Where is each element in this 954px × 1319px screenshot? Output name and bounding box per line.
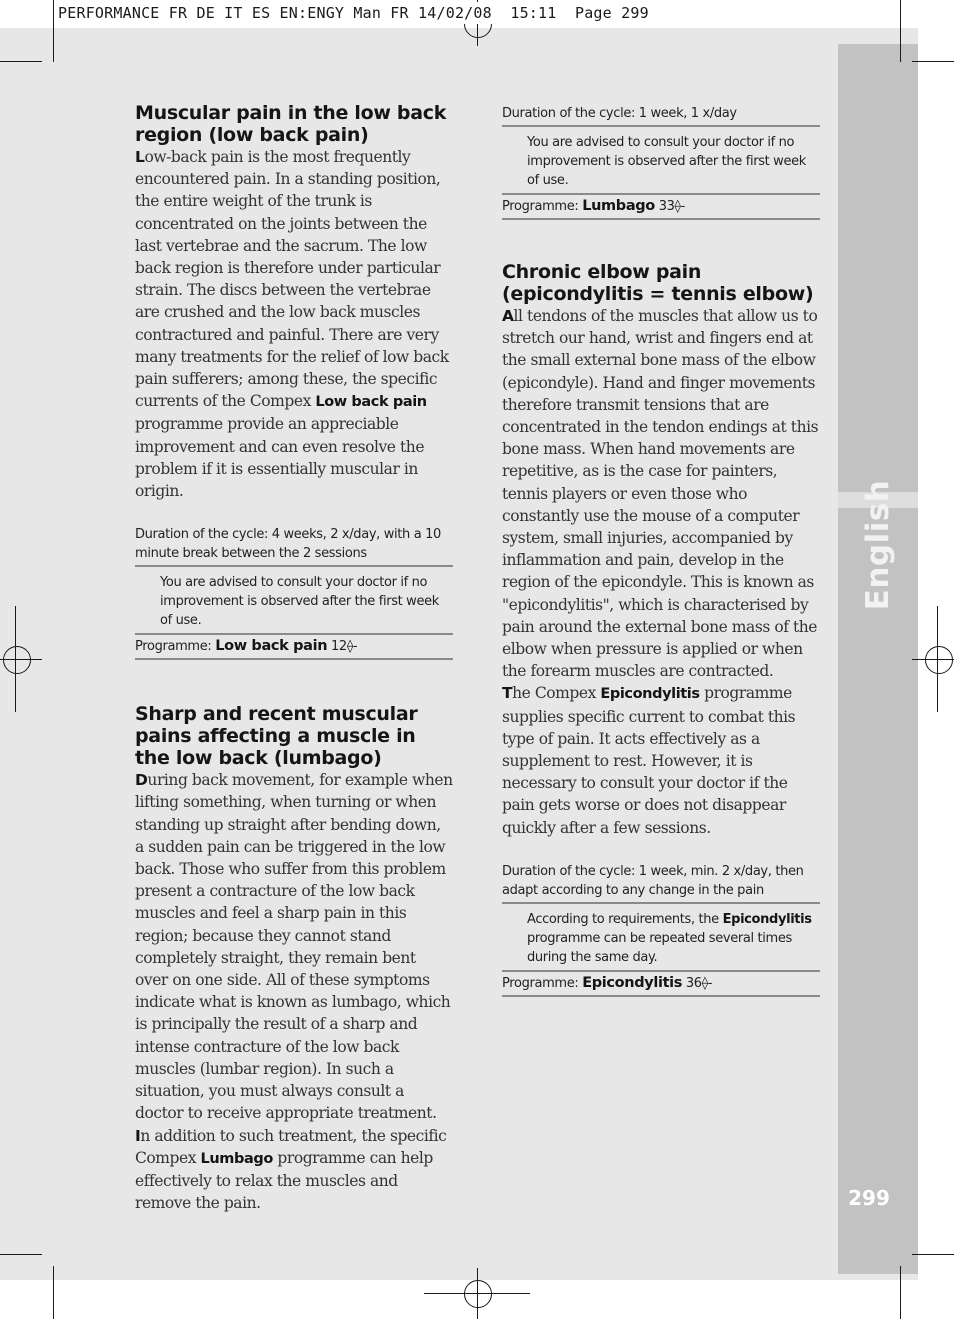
print-slug-text: PERFORMANCE FR DE IT ES EN:ENGY Man FR (58, 4, 409, 22)
lumbago-paragraph-2 (135, 1125, 453, 1215)
programme-line (135, 635, 453, 660)
registration-mark (464, 1280, 492, 1308)
print-slug-time: 15:11 (510, 4, 557, 22)
paragraph-text: n addition to such treatment, the specific Compex (135, 1126, 447, 1167)
programme-name: Lumbago (582, 198, 655, 214)
programme-number: 33⟠- (654, 199, 685, 214)
advice-text: According to requirements, the (527, 911, 723, 927)
right-column (502, 104, 820, 997)
programme-name: Epicondylitis (582, 974, 683, 991)
crop-mark (912, 1254, 954, 1255)
paragraph-text: uring back movement, for example when lifting something, when turning or when standing up straight after bending down, a sudden pain can be triggered in the low back. Those who suffer from this problem present a contracture of the low back muscles and feel a sharp pain in this region; because they cannot stand completely straight, they remain bent over on one side. All of these symptoms indicate what is known as lumbago, which is principally the result of a sharp and intense contracture of the low back muscles (lumbar region). In such a situation, you must always consult a doctor to receive appropriate treatment. (135, 771, 453, 1123)
paragraph-text: programme provide an appreciable improvement and can even resolve the problem if it is essentially muscular in origin. (135, 415, 425, 501)
usage-advice (502, 904, 820, 972)
crop-mark (0, 61, 42, 62)
programme-line (502, 972, 820, 997)
left-column (135, 102, 453, 1214)
registration-mark-line (424, 1293, 530, 1294)
programme-name: Low back pain (215, 638, 328, 655)
programme-number: 12⟠- (327, 639, 358, 655)
section-title-elbow: Chronic elbow pain (epicondylitis = tennis elbow) (502, 261, 814, 305)
print-slug (58, 2, 748, 24)
language-label: English (860, 479, 896, 611)
paragraph-text: ll tendons of the muscles that allow us to stretch our hand, wrist and fingers end at the small external bone mass of the elbow (epicondyle). Hand and finger movements therefore transmit tensions that are concentrated in the tendon endings at this bone mass. When hand movements are repetitive, as is the case for painters, tennis players or even those who constantly use the mouse of a computer system, small injuries, accompanied by inflammation and pain, develop in the region of the epicondyle. This is known as "epicondylitis", which is characterised by pain around the external bone mass of the elbow when pressure is applied or when the forearm muscles are contracted. (502, 307, 819, 681)
cycle-duration: Duration of the cycle: 4 weeks, 2 x/day, with a 10 minute break between the 2 sessions (135, 525, 453, 567)
doctor-advice: You are advised to consult your doctor if no improvement is observed after the first week of use. (135, 567, 453, 635)
programme-name-inline: Lumbago (200, 1150, 273, 1167)
registration-mark (3, 646, 31, 674)
elbow-paragraph (502, 305, 820, 682)
drop-initial: T (502, 684, 513, 703)
registration-mark-line (0, 659, 42, 660)
programme-label: Programme: (502, 975, 583, 991)
print-slug-page: Page 299 (574, 4, 649, 22)
drop-initial: L (135, 148, 145, 166)
programme-name-inline: Epicondylitis (722, 911, 812, 927)
paragraph-text: programme can help effectively to relax the muscles and remove the pain. (135, 1148, 433, 1213)
elbow-paragraph-2 (502, 682, 820, 838)
registration-mark (925, 646, 953, 674)
section-title-low-back: Muscular pain in the low back region (low back pain) (135, 102, 447, 146)
crop-mark (900, 0, 901, 62)
programme-name-inline: Low back pain (315, 394, 427, 411)
paragraph-text: ow-back pain is the most frequently encountered pain. In a standing position, the entire weight of the trunk is concentrated on the joints between the last vertebrae and the sacrum. The low back region is therefore under particular strain. The discs between the vertebrae are crushed and the low back muscles contractured and painful. There are very many treatments for the relief of low back pain sufferers; among these, the specific currents of the Compex (135, 148, 449, 411)
programme-number: 36⟠- (682, 975, 713, 991)
paragraph-text: he Compex (512, 684, 601, 703)
registration-mark-line (912, 659, 954, 660)
paragraph-text: programme supplies specific current to combat this type of pain. It acts effectively as a supplement to rest. However, it is necessary to consult your doctor if the pain gets worse or does not disappear quickly after a few sessions. (502, 684, 796, 837)
crop-mark (0, 1254, 42, 1255)
low-back-paragraph (135, 146, 453, 502)
cycle-duration: Duration of the cycle: 1 week, min. 2 x/day, then adapt according to any change in the pain (502, 862, 820, 904)
print-slug-date: 14/02/08 (418, 4, 492, 22)
crop-mark (912, 61, 954, 62)
advice-text: programme can be repeated several times during the same day. (527, 930, 792, 965)
drop-initial: D (135, 771, 148, 790)
doctor-advice: You are advised to consult your doctor if no improvement is observed after the first week of use. (502, 127, 820, 195)
lumbago-paragraph (135, 769, 453, 1124)
drop-initial: A (502, 307, 514, 325)
programme-line (502, 195, 820, 220)
drop-initial: I (135, 1126, 141, 1145)
programme-name-inline: Epicondylitis (600, 686, 700, 703)
cycle-duration: Duration of the cycle: 1 week, 1 x/day (502, 104, 820, 127)
programme-label: Programme: (502, 199, 583, 214)
page-number: 299 (848, 1186, 890, 1210)
crop-mark (900, 1266, 901, 1319)
crop-mark (53, 1266, 54, 1319)
section-title-lumbago: Sharp and recent muscular pains affecting a muscle in the low back (lumbago) (135, 703, 418, 770)
language-sidebar (838, 44, 918, 1274)
crop-mark (53, 0, 54, 62)
programme-label: Programme: (135, 639, 216, 655)
